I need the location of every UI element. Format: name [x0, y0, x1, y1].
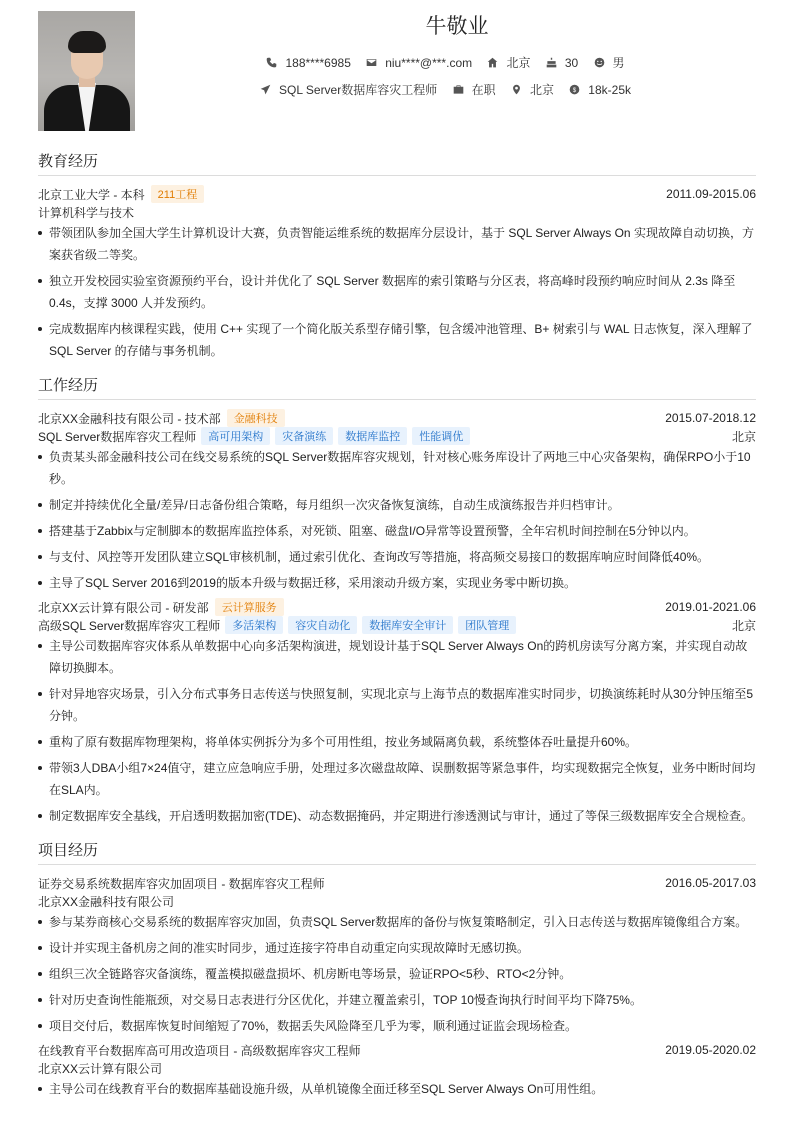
svg-text:$: $	[573, 86, 577, 94]
project-entry	[38, 1041, 756, 1100]
list-item: 主导了SQL Server 2016到2019的版本升级与数据迁移，采用滚动升级方案，实现业务零中断切换。	[38, 572, 756, 594]
gender-info: 男	[594, 54, 625, 71]
skill-tag: 高可用架构	[201, 427, 270, 445]
contact-line	[135, 54, 756, 71]
list-item: 搭建基于Zabbix与定制脚本的数据库监控体系，对死锁、阻塞、磁盘I/O异常等设置预警，全年宕机时间控制在5分钟以内。	[38, 520, 756, 542]
education-section	[38, 150, 756, 362]
section-title: 工作经历	[38, 374, 756, 400]
skill-tag: 团队管理	[458, 616, 516, 634]
age-info: 30	[546, 56, 578, 70]
list-item: 项目交付后，数据库恢复时间缩短了70%，数据丢失风险降至几乎为零，顺利通过证监会现场检查。	[38, 1015, 756, 1037]
education-bullets	[38, 222, 756, 362]
list-item: 带领团队参加全国大学生计算机设计大赛，负责智能运维系统的数据库分层设计，基于 SQL Server Always On 实现故障自动切换，方案获省级二等奖。	[38, 222, 756, 266]
company-name: 北京XX云计算有限公司 - 研发部	[38, 600, 209, 615]
list-item: 独立开发校园实验室资源预约平台，设计并优化了 SQL Server 数据库的索引策略与分区表，将高峰时段预约响应时间从 2.3s 降至 0.4s，支撑 3000 人并发预约。	[38, 270, 756, 314]
list-item: 制定数据库安全基线，开启透明数据加密(TDE)、动态数据掩码，并定期进行渗透测试与审计，通过了等保三级数据库安全合规检查。	[38, 805, 756, 827]
work-location: 北京	[731, 429, 756, 444]
projects-section	[38, 839, 756, 1100]
education-entry	[38, 185, 756, 362]
work-bullets	[38, 635, 756, 827]
skill-tag: 多活架构	[225, 616, 283, 634]
smile-icon	[594, 57, 605, 68]
salary-info: $ 18k-25k	[569, 83, 631, 97]
list-item: 主导公司在线教育平台的数据库基础设施升级，从单机镜像全面迁移至SQL Server Always On可用性组。	[38, 1078, 756, 1100]
project-entry	[38, 874, 756, 1037]
email-info: niu****@***.com	[366, 56, 472, 70]
list-item: 针对异地容灾场景，引入分布式事务日志传送与快照复制，实现北京与上海节点的数据库准实时同步，切换演练耗时从30分钟压缩至5分钟。	[38, 683, 756, 727]
industry-tag: 金融科技	[227, 409, 285, 427]
list-item: 制定并持续优化全量/差异/日志备份组合策略，每月组织一次灾备恢复演练，自动生成演练报告并归档审计。	[38, 494, 756, 516]
skill-tag: 数据库监控	[338, 427, 407, 445]
project-bullets	[38, 911, 756, 1037]
school-tag: 211工程	[151, 185, 205, 203]
position-title: 高级SQL Server数据库容灾工程师	[38, 618, 221, 633]
briefcase-icon	[453, 84, 464, 95]
phone-info: 188****6985	[266, 56, 350, 70]
project-dates: 2019.05-2020.02	[665, 1043, 756, 1057]
list-item: 带领3人DBA小组7×24值守，建立应急响应手册，处理过多次磁盘故障、误删数据等紧急事件，均实现数据完全恢复，业务中断时间均在SLA内。	[38, 757, 756, 801]
major: 计算机科学与技术	[38, 205, 135, 220]
school-name: 北京工业大学 - 本科	[38, 187, 145, 202]
list-item: 重构了原有数据库物理架构，将单体实例拆分为多个可用性组，按业务域隔离负载，系统整体吞吐量提升60%。	[38, 731, 756, 753]
project-dates: 2016.05-2017.03	[665, 876, 756, 890]
work-dates: 2015.07-2018.12	[665, 411, 756, 425]
position-title: SQL Server数据库容灾工程师	[38, 429, 197, 444]
skill-tag: 灾备演练	[275, 427, 333, 445]
send-icon	[260, 84, 271, 95]
list-item: 组织三次全链路容灾备演练，覆盖模拟磁盘损坏、机房断电等场景，验证RPO<5秒、RTO<2分钟。	[38, 963, 756, 985]
target-city-info: 北京	[511, 81, 554, 98]
mail-icon	[366, 57, 377, 68]
city-info: 北京	[487, 54, 530, 71]
home-icon	[487, 57, 498, 68]
candidate-name: 牛敬业	[425, 15, 489, 38]
money-icon	[569, 84, 580, 95]
intention-line	[135, 81, 756, 98]
section-title: 项目经历	[38, 839, 756, 865]
list-item: 针对历史查询性能瓶颈，对交易日志表进行分区优化，并建立覆盖索引，TOP 10慢查询执行时间平均下降75%。	[38, 989, 756, 1011]
list-item: 参与某券商核心交易系统的数据库容灾加固，负责SQL Server数据库的备份与恢复策略制定，引入日志传送与数据库镜像组合方案。	[38, 911, 756, 933]
work-entry	[38, 598, 756, 827]
work-bullets	[38, 446, 756, 594]
phone-icon	[266, 57, 277, 68]
status-info: 在职	[453, 81, 496, 98]
list-item: 完成数据库内核课程实践，使用 C++ 实现了一个简化版关系型存储引擎，包含缓冲池管理、B+ 树索引与 WAL 日志恢复，深入理解了 SQL Server 的存储与事务机制。	[38, 318, 756, 362]
work-dates: 2019.01-2021.06	[665, 600, 756, 614]
list-item: 设计并实现主备机房之间的准实时同步，通过连接字符串自动重定向实现故障时无感切换。	[38, 937, 756, 959]
work-section	[38, 374, 756, 827]
company-name: 北京XX金融科技有限公司 - 技术部	[38, 411, 221, 426]
project-name: 在线教育平台数据库高可用改造项目 - 高级数据库容灾工程师	[38, 1043, 361, 1058]
cake-icon	[546, 57, 557, 68]
industry-tag: 云计算服务	[215, 598, 284, 616]
project-name: 证券交易系统数据库容灾加固项目 - 数据库容灾工程师	[38, 876, 325, 891]
list-item: 主导公司数据库容灾体系从单数据中心向多活架构演进，规划设计基于SQL Server Always On的跨机房读写分离方案，并实现自动故障切换脚本。	[38, 635, 756, 679]
project-bullets	[38, 1078, 756, 1100]
skill-tag: 容灾自动化	[288, 616, 357, 634]
list-item: 负责某头部金融科技公司在线交易系统的SQL Server数据库容灾规划，针对核心账务库设计了两地三中心灾备架构，确保RPO小于10秒。	[38, 446, 756, 490]
project-company: 北京XX云计算有限公司	[38, 1061, 163, 1076]
education-dates: 2011.09-2015.06	[666, 187, 756, 201]
work-entry	[38, 409, 756, 594]
skill-tag: 数据库安全审计	[362, 616, 453, 634]
project-company: 北京XX金融科技有限公司	[38, 894, 175, 909]
resume-header	[38, 10, 756, 138]
skill-tag: 性能调优	[412, 427, 470, 445]
location-icon	[511, 84, 522, 95]
list-item: 与支付、风控等开发团队建立SQL审核机制，通过索引优化、查询改写等措施，将高频交易接口的数据库响应时间降低40%。	[38, 546, 756, 568]
job-target-info: SQL Server数据库容灾工程师	[260, 81, 437, 98]
work-location: 北京	[731, 618, 756, 633]
section-title: 教育经历	[38, 150, 756, 176]
